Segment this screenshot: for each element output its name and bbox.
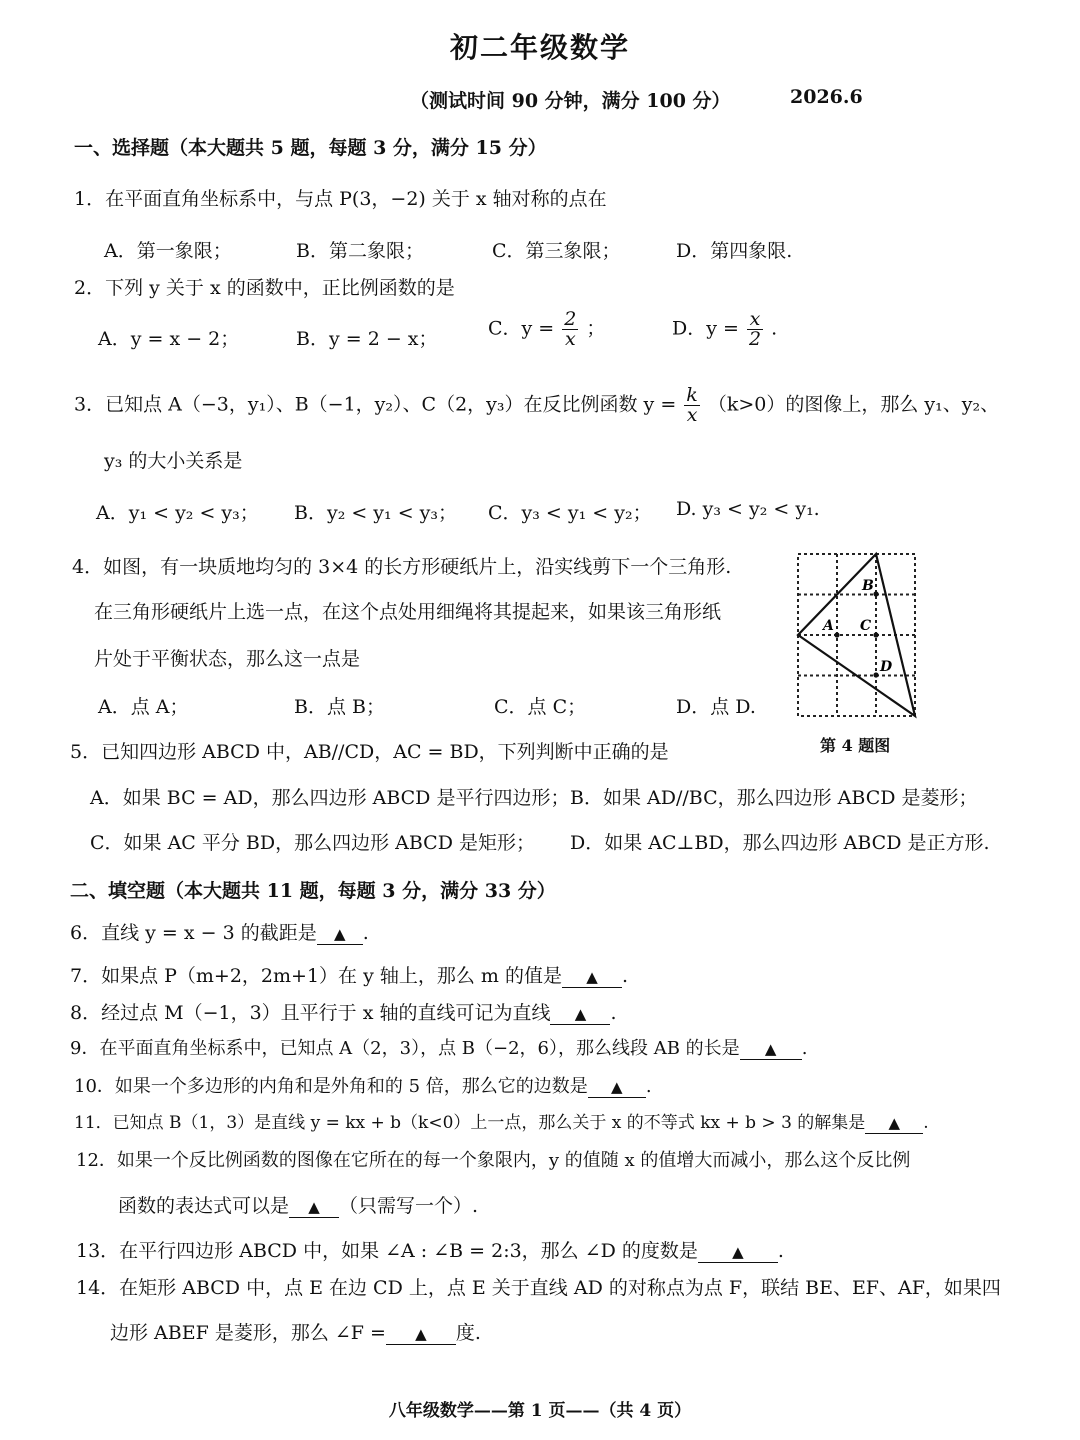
q1-option-b: B．第二象限； xyxy=(296,240,424,262)
q3-stem-line2: y₃ 的大小关系是 xyxy=(104,450,243,472)
q4-option-b: B．点 B； xyxy=(294,696,385,718)
q4-triangle xyxy=(798,554,915,716)
q2-c-den: x xyxy=(564,328,576,350)
exam-subtitle: （测试时间 90 分钟，满分 100 分） xyxy=(410,90,731,112)
q2-d-den: 2 xyxy=(748,328,762,350)
blank-triangle-icon: ▲ xyxy=(586,968,598,986)
q2-d-fraction xyxy=(747,310,763,349)
blank-triangle-icon: ▲ xyxy=(415,1325,427,1343)
q14-line2 xyxy=(110,1318,481,1345)
q12-line2 xyxy=(118,1191,478,1218)
section1-heading: 一、选择题（本大题共 5 题，每题 3 分，满分 15 分） xyxy=(74,137,547,159)
q8-end: . xyxy=(610,1002,617,1024)
q4-label-c: C xyxy=(860,618,872,634)
q3-stem xyxy=(74,386,999,425)
q10-text: 10．如果一个多边形的内角和是外角和的 5 倍，那么它的边数是 xyxy=(74,1076,588,1097)
q4-label-b: B xyxy=(862,578,874,594)
q3-x: x xyxy=(686,404,698,426)
q10-answer-blank xyxy=(588,1076,646,1098)
q4-line1: 4．如图，有一块质地均匀的 3×4 的长方形硬纸片上，沿实线剪下一个三角形. xyxy=(72,556,732,578)
q3-option-a: A．y₁ < y₂ < y₃； xyxy=(96,502,259,524)
q4-option-a: A．点 A； xyxy=(98,696,189,718)
q3-option-c: C．y₃ < y₁ < y₂； xyxy=(488,502,652,524)
q6-end: . xyxy=(362,922,369,944)
q4-label-d: D xyxy=(880,659,893,675)
page-footer: 八年级数学——第 1 页——（共 4 页） xyxy=(388,1401,692,1421)
q12-line1: 12．如果一个反比例函数的图像在它所在的每一个象限内，y 的值随 x 的值增大而减小，那么这个反比例 xyxy=(76,1150,911,1171)
q3-option-d: D. y₃ < y₂ < y₁. xyxy=(676,498,820,520)
q6-answer-blank xyxy=(317,922,363,945)
blank-triangle-icon: ▲ xyxy=(574,1005,587,1023)
q11-answer-blank xyxy=(865,1113,923,1134)
q5-option-a: A．如果 BC = AD，那么四边形 ABCD 是平行四边形； xyxy=(90,787,570,809)
q14-end: 度. xyxy=(455,1322,481,1344)
q10-end: . xyxy=(645,1076,652,1097)
q4-line3: 片处于平衡状态，那么这一点是 xyxy=(94,648,361,670)
blank-triangle-icon: ▲ xyxy=(333,925,346,943)
q4-figure xyxy=(792,550,920,722)
q1-stem: 1．在平面直角坐标系中，与点 P(3，−2) 关于 x 轴对称的点在 xyxy=(74,188,607,210)
q4-label-a: A xyxy=(823,618,834,634)
q9-text: 9．在平面直角坐标系中，已知点 A（2，3），点 B（−2，6），那么线段 AB 的长是 xyxy=(70,1038,740,1059)
page-title: 初二年级数学 xyxy=(449,31,630,64)
q8 xyxy=(70,998,617,1025)
q2-d-end: . xyxy=(771,317,778,340)
q13-answer-blank xyxy=(698,1240,778,1263)
q3-k: k xyxy=(686,384,698,406)
q2-option-a: A．y = x − 2； xyxy=(98,328,240,350)
q14-line1: 14．在矩形 ABCD 中，点 E 在边 CD 上，点 E 关于直线 AD 的对称点为点 F，联结 BE、EF、AF，如果四 xyxy=(76,1277,1001,1299)
blank-triangle-icon: ▲ xyxy=(732,1243,744,1261)
q5-option-d: D．如果 AC⊥BD，那么四边形 ABCD 是正方形. xyxy=(570,832,990,854)
q4-option-c: C．点 C； xyxy=(494,696,587,718)
q7-end: . xyxy=(621,965,629,987)
q1-option-d: D．第四象限. xyxy=(676,240,793,262)
q2-option-c xyxy=(488,310,605,349)
q2-d-num: x xyxy=(747,310,763,330)
q2-d-label: D．y = xyxy=(672,317,739,340)
q3-stem-pre: 3．已知点 A（−3，y₁）、B（−1，y₂）、C（2，y₃）在反比例函数 y = xyxy=(74,393,677,416)
q12-answer-blank xyxy=(289,1195,339,1218)
q2-stem: 2．下列 y 关于 x 的函数中，正比例函数的是 xyxy=(74,277,455,299)
q4-figure-caption: 第 4 题图 xyxy=(820,736,891,755)
q2-c-label: C．y = xyxy=(488,317,555,340)
q11 xyxy=(74,1108,929,1134)
q8-text: 8．经过点 M（−1，3）且平行于 x 轴的直线可记为直线 xyxy=(70,1002,551,1024)
q3-fraction xyxy=(684,386,700,425)
q7-answer-blank xyxy=(562,965,622,988)
q5-option-b: B．如果 AD//BC，那么四边形 ABCD 是菱形； xyxy=(570,787,978,809)
q4-line2: 在三角形硬纸片上选一点，在这个点处用细绳将其提起来，如果该三角形纸 xyxy=(94,601,722,623)
q6 xyxy=(70,918,369,945)
q2-c-end: ； xyxy=(586,317,606,340)
blank-triangle-icon: ▲ xyxy=(764,1040,777,1058)
q4-grid xyxy=(798,554,915,716)
q7-text: 7．如果点 P（m+2，2m+1）在 y 轴上，那么 m 的值是 xyxy=(70,965,562,987)
q8-answer-blank xyxy=(550,1002,610,1025)
q11-text: 11．已知点 B（1，3）是直线 y = kx + b（k<0）上一点，那么关于 x 的不等式 kx + b > 3 的解集是 xyxy=(74,1113,866,1133)
blank-triangle-icon: ▲ xyxy=(888,1114,901,1132)
q2-c-fraction xyxy=(562,310,578,349)
q11-end: . xyxy=(923,1113,929,1133)
blank-triangle-icon: ▲ xyxy=(308,1198,320,1216)
q6-text: 6．直线 y = x − 3 的截距是 xyxy=(70,922,317,944)
q9 xyxy=(70,1034,807,1060)
q5-option-c: C．如果 AC 平分 BD，那么四边形 ABCD 是矩形； xyxy=(90,832,535,854)
q13 xyxy=(76,1236,784,1263)
q1-option-a: A．第一象限； xyxy=(104,240,232,262)
blank-triangle-icon: ▲ xyxy=(611,1078,623,1096)
q5-stem: 5．已知四边形 ABCD 中，AB//CD，AC = BD，下列判断中正确的是 xyxy=(70,741,669,763)
q13-text: 13．在平行四边形 ABCD 中，如果 ∠A : ∠B = 2:3，那么 ∠D 的度数是 xyxy=(76,1240,698,1262)
q2-c-num: 2 xyxy=(564,308,577,330)
q9-end: . xyxy=(801,1038,808,1059)
q1-option-c: C．第三象限； xyxy=(492,240,621,262)
q10 xyxy=(74,1072,652,1098)
q2-option-d xyxy=(672,310,777,349)
q2-option-b: B．y = 2 − x； xyxy=(296,328,438,350)
q7 xyxy=(70,961,628,988)
q13-end: . xyxy=(777,1240,784,1262)
q9-answer-blank xyxy=(740,1038,802,1060)
q3-option-b: B．y₂ < y₁ < y₃； xyxy=(294,502,458,524)
exam-date: 2026.6 xyxy=(790,86,863,108)
q4-option-d: D．点 D. xyxy=(676,696,756,718)
q12-end: （只需写一个）. xyxy=(339,1195,479,1217)
q3-stem-post: （k>0）的图像上，那么 y₁、y₂、 xyxy=(707,393,1000,416)
q12-text: 函数的表达式可以是 xyxy=(118,1195,290,1217)
q14-answer-blank xyxy=(386,1322,456,1345)
section2-heading: 二、填空题（本大题共 11 题，每题 3 分，满分 33 分） xyxy=(70,880,556,902)
q14-text: 边形 ABEF 是菱形，那么 ∠F = xyxy=(110,1322,386,1344)
